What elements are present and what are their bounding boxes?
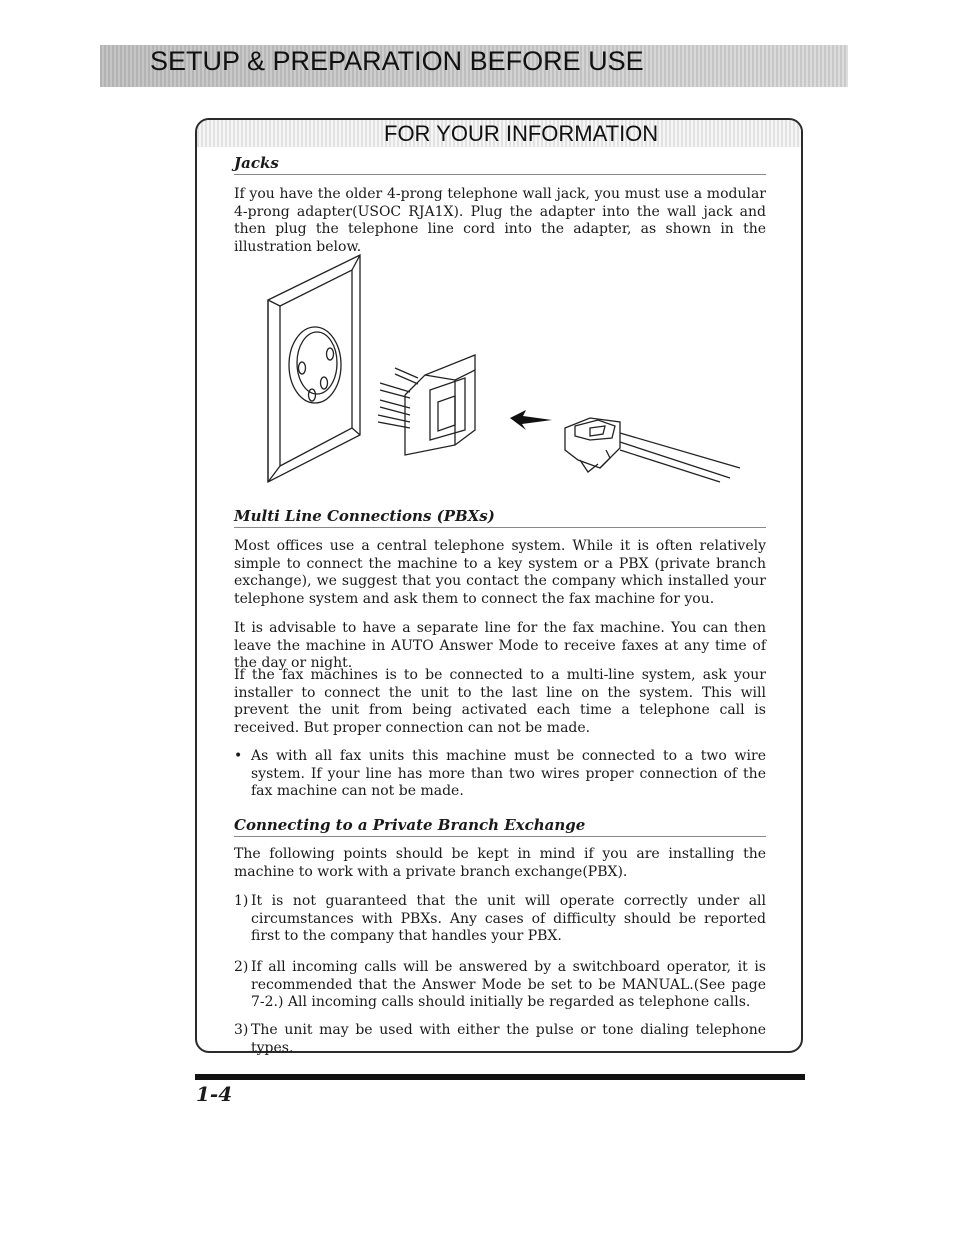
info-box-title: FOR YOUR INFORMATION [384, 121, 659, 146]
list-marker: 3) [234, 1022, 249, 1038]
list-item: The unit may be used with either the pulse or tone dialing telephone types. [251, 1022, 766, 1056]
list-item: It is not guaranteed that the unit will operate correctly under all circumstances with PBXs. Any cases of difficulty should be reported first to the company that handles your PBX. [251, 893, 766, 944]
footer-bar [195, 1074, 805, 1080]
list-marker: 1) [234, 893, 249, 909]
list-item: If all incoming calls will be answered by a switchboard operator, it is recommended that the Answer Mode be set to be MANUAL.(See page 7-2.) All incoming calls should initially be regarded as telephone calls. [251, 959, 766, 1010]
jack-adapter-illustration [260, 250, 750, 490]
section-rule [234, 836, 766, 837]
page-number: 1-4 [196, 1082, 233, 1106]
paragraph: If the fax machines is to be connected to a multi-line system, ask your installer to connect the unit to the last line on the system. This will prevent the unit from being activated each time a telephone call is received. But proper connection can not be made. [234, 667, 766, 736]
paragraph: It is advisable to have a separate line for the fax machine. You can then leave the machine in AUTO Answer Mode to receive faxes at any time of the day or night. [234, 620, 766, 671]
list-marker: 2) [234, 959, 249, 975]
paragraph: Most offices use a central telephone system. While it is often relatively simple to connect the machine to a key system or a PBX (private branch exchange), we suggest that you contact the company which installed your telephone system and ask them to connect the fax machine for you. [234, 538, 766, 607]
bullet-marker: • [234, 748, 243, 764]
section-heading-multi-line: Multi Line Connections (PBXs) [234, 507, 495, 525]
page-title: SETUP & PREPARATION BEFORE USE [150, 46, 644, 76]
paragraph: If you have the older 4-prong telephone wall jack, you must use a modular 4-prong adapter(USOC RJA1X). Plug the adapter into the wall jack and then plug the telephone line cord into the adapter, as shown in the illustration below. [234, 186, 766, 255]
section-rule [234, 527, 766, 528]
section-rule [234, 174, 766, 175]
paragraph: The following points should be kept in mind if you are installing the machine to work with a private branch exchange(PBX). [234, 846, 766, 880]
bullet-item: As with all fax units this machine must be connected to a two wire system. If your line has more than two wires proper connection of the fax machine can not be made. [251, 748, 766, 799]
section-heading-pbx: Connecting to a Private Branch Exchange [234, 816, 586, 834]
section-heading-jacks: Jacks [234, 154, 279, 172]
